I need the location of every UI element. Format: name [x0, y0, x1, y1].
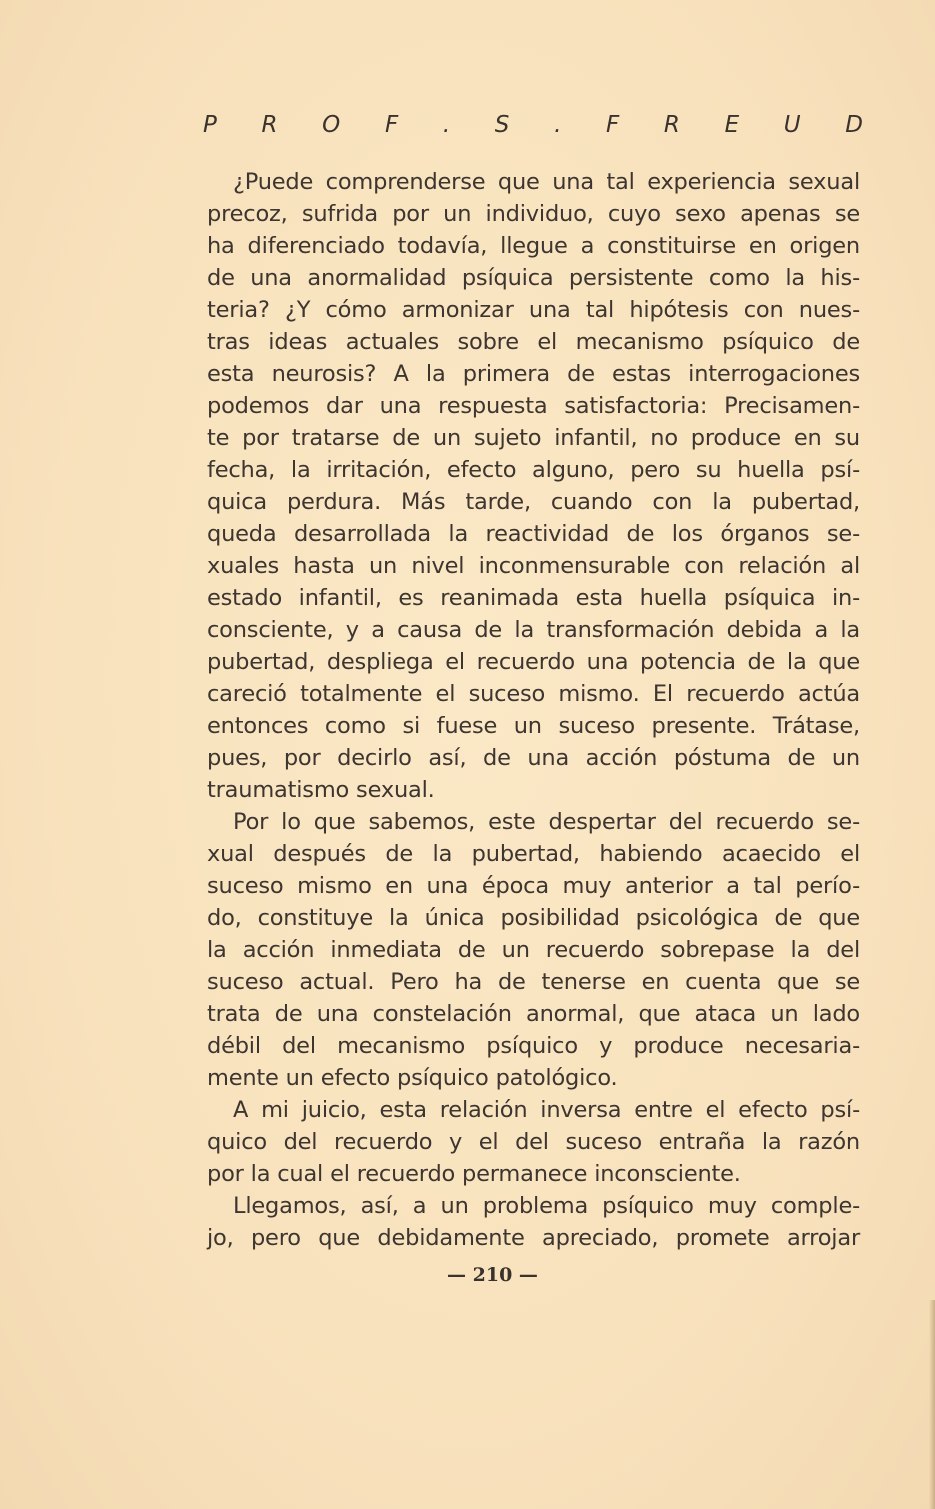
text-line: pues, por decirlo así, de una acción póstuma de un [207, 745, 860, 771]
text-line: quico del recuerdo y el del suceso entraña la razón [207, 1129, 860, 1155]
header-letter: R [663, 112, 680, 138]
text-line: xual después de la pubertad, habiendo acaecido el [207, 841, 860, 867]
paragraph [207, 166, 860, 806]
text-line: traumatismo sexual. [207, 777, 435, 803]
header-letter: U [783, 112, 801, 138]
paragraph [207, 806, 860, 1094]
text-line: pubertad, despliega el recuerdo una potencia de la que [207, 649, 860, 675]
page-number: — 210 — [447, 1264, 538, 1286]
text-line: careció totalmente el suceso mismo. El recuerdo actúa [207, 681, 860, 707]
header-letter: R [261, 112, 278, 138]
text-line: débil del mecanismo psíquico y produce necesaria- [207, 1033, 860, 1059]
text-line: teria? ¿Y cómo armonizar una tal hipótesis con nues- [207, 297, 860, 323]
text-line: fecha, la irritación, efecto alguno, pero su huella psí- [207, 457, 860, 483]
body-text [207, 166, 860, 1254]
text-line: xuales hasta un nivel inconmensurable con relación al [207, 553, 860, 579]
header-letter: P [203, 112, 217, 138]
text-line: la acción inmediata de un recuerdo sobrepase la del [207, 937, 860, 963]
header-letter: . [442, 112, 451, 138]
text-line: estado infantil, es reanimada esta huella psíquica in- [207, 585, 860, 611]
header-letter: F [606, 112, 620, 138]
text-line: podemos dar una respuesta satisfactoria: Precisamen- [207, 393, 860, 419]
header-letter: O [322, 112, 341, 138]
text-line: suceso actual. Pero ha de tenerse en cuenta que se [207, 969, 860, 995]
text-line: por la cual el recuerdo permanece inconsciente. [207, 1161, 741, 1187]
text-line: Llegamos, así, a un problema psíquico muy comple- [233, 1193, 860, 1219]
text-line: quica perdura. Más tarde, cuando con la pubertad, [207, 489, 860, 515]
text-line: esta neurosis? A la primera de estas interrogaciones [207, 361, 860, 387]
text-line: consciente, y a causa de la transformación debida a la [207, 617, 860, 643]
text-line: de una anormalidad psíquica persistente como la his- [207, 265, 860, 291]
text-line: te por tratarse de un sujeto infantil, no produce en su [207, 425, 860, 451]
text-line: Por lo que sabemos, este despertar del recuerdo se- [233, 809, 860, 835]
paragraph [207, 1190, 860, 1254]
text-line: tras ideas actuales sobre el mecanismo psíquico de [207, 329, 860, 355]
text-line: precoz, sufrida por un individuo, cuyo sexo apenas se [207, 201, 860, 227]
text-line: do, constituye la única posibilidad psicológica de que [207, 905, 860, 931]
header-letter: E [724, 112, 740, 138]
header-letter: S [494, 112, 510, 138]
header-letter: D [845, 112, 863, 138]
running-header [203, 112, 863, 138]
text-line: A mi juicio, esta relación inversa entre el efecto psí- [233, 1097, 860, 1123]
paragraph [207, 1094, 860, 1190]
text-line: mente un efecto psíquico patológico. [207, 1065, 618, 1091]
text-line: trata de una constelación anormal, que ataca un lado [207, 1001, 860, 1027]
text-line: queda desarrollada la reactividad de los órganos se- [207, 521, 860, 547]
text-line: suceso mismo en una época muy anterior a tal perío- [207, 873, 860, 899]
text-line: ¿Puede comprenderse que una tal experiencia sexual [233, 169, 860, 195]
text-line: ha diferenciado todavía, llegue a constituirse en origen [207, 233, 860, 259]
page-edge [929, 1300, 935, 1509]
text-line: entonces como si fuese un suceso presente. Trátase, [207, 713, 860, 739]
header-letter: . [554, 112, 562, 138]
text-line: jo, pero que debidamente apreciado, promete arrojar [207, 1225, 860, 1251]
header-letter: F [384, 112, 399, 138]
